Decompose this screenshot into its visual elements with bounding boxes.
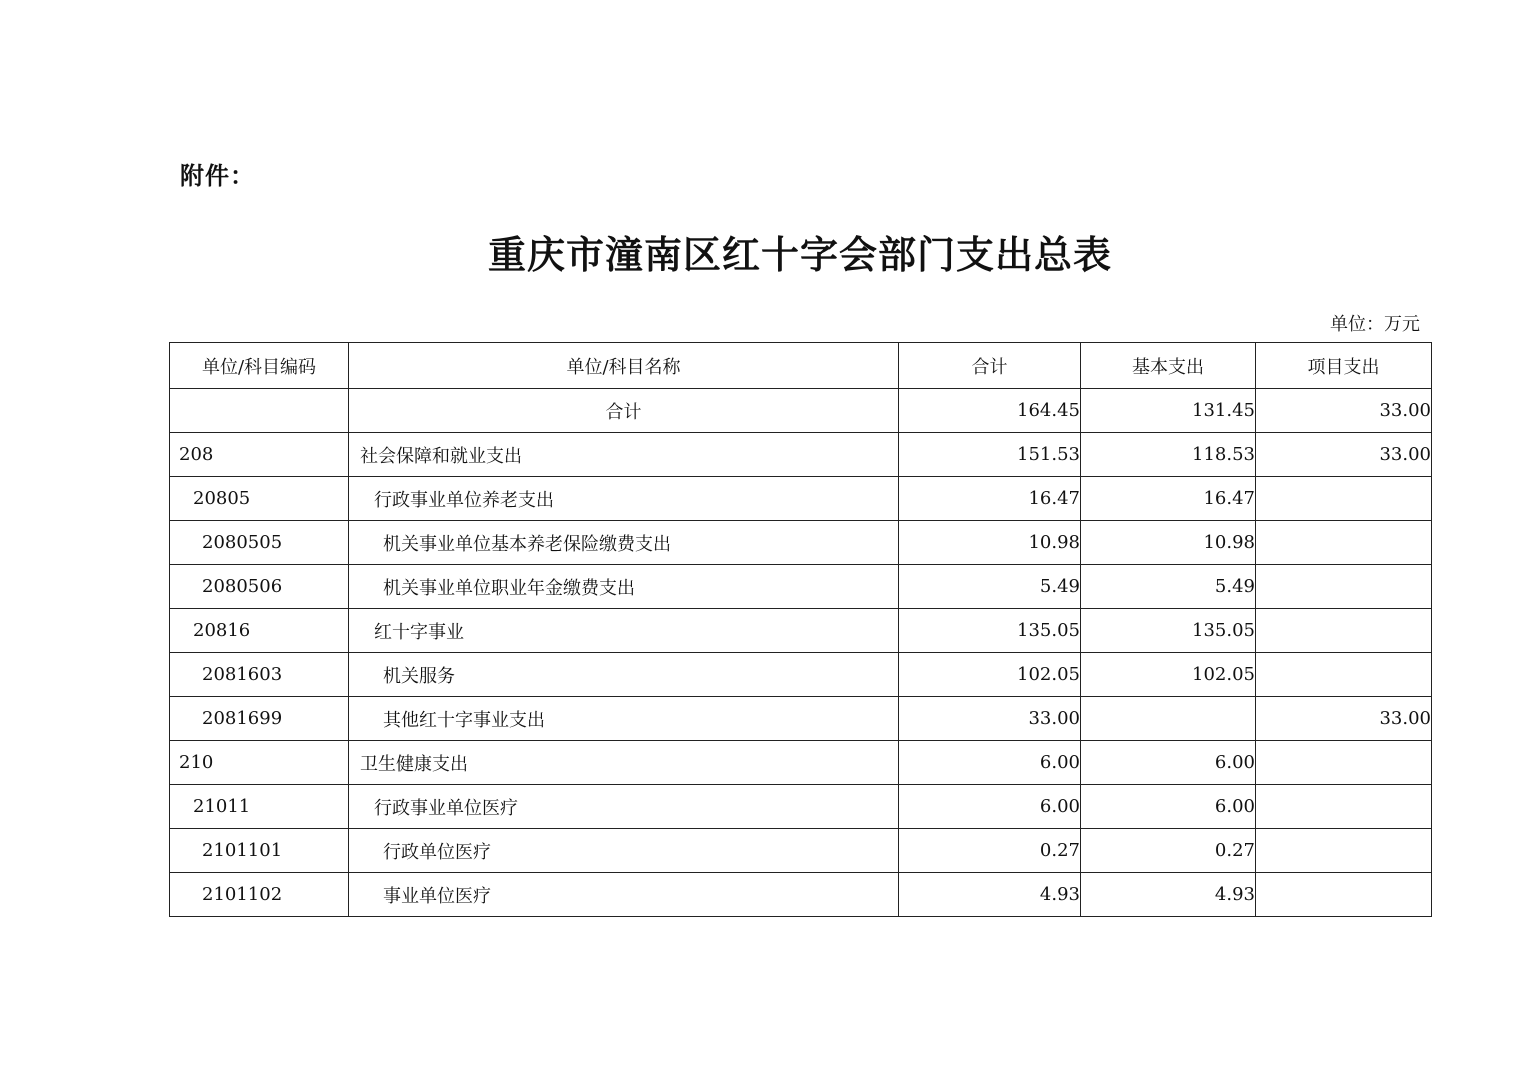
basic-cell	[1081, 697, 1256, 741]
table-row	[170, 521, 1432, 565]
total-cell: 102.05	[899, 653, 1081, 697]
project-cell	[1256, 829, 1432, 873]
total-cell: 4.93	[899, 873, 1081, 917]
table-row	[170, 477, 1432, 521]
basic-cell: 135.05	[1081, 609, 1256, 653]
header-total: 合计	[899, 343, 1081, 389]
code-cell: 2080506	[170, 565, 349, 609]
code-cell: 210	[170, 741, 349, 785]
total-cell: 0.27	[899, 829, 1081, 873]
name-cell: 机关服务	[349, 653, 899, 697]
unit-label: 单位：万元	[1330, 314, 1420, 335]
code-cell: 2080505	[170, 521, 349, 565]
table-row	[170, 565, 1432, 609]
total-cell: 10.98	[899, 521, 1081, 565]
name-cell: 事业单位医疗	[349, 873, 899, 917]
basic-cell: 10.98	[1081, 521, 1256, 565]
code-cell: 208	[170, 433, 349, 477]
table-row	[170, 653, 1432, 697]
basic-cell: 0.27	[1081, 829, 1256, 873]
header-name: 单位/科目名称	[349, 343, 899, 389]
code-cell: 20805	[170, 477, 349, 521]
header-project: 项目支出	[1256, 343, 1432, 389]
project-cell: 33.00	[1256, 433, 1432, 477]
code-cell: 20816	[170, 609, 349, 653]
project-cell	[1256, 609, 1432, 653]
project-cell	[1256, 653, 1432, 697]
total-cell: 5.49	[899, 565, 1081, 609]
code-cell: 2081603	[170, 653, 349, 697]
header-basic: 基本支出	[1081, 343, 1256, 389]
code-cell: 2101102	[170, 873, 349, 917]
basic-cell: 6.00	[1081, 785, 1256, 829]
total-total-cell: 164.45	[899, 389, 1081, 433]
project-cell: 33.00	[1256, 697, 1432, 741]
total-cell: 151.53	[899, 433, 1081, 477]
name-cell: 红十字事业	[349, 609, 899, 653]
name-cell: 行政事业单位养老支出	[349, 477, 899, 521]
table-header-row	[170, 343, 1432, 389]
name-cell: 卫生健康支出	[349, 741, 899, 785]
table-row	[170, 697, 1432, 741]
total-cell: 135.05	[899, 609, 1081, 653]
basic-cell: 5.49	[1081, 565, 1256, 609]
name-cell: 行政单位医疗	[349, 829, 899, 873]
total-cell: 6.00	[899, 741, 1081, 785]
table-row	[170, 741, 1432, 785]
basic-cell: 118.53	[1081, 433, 1256, 477]
basic-cell: 6.00	[1081, 741, 1256, 785]
expenditure-table	[169, 342, 1432, 917]
name-cell: 机关事业单位基本养老保险缴费支出	[349, 521, 899, 565]
table-row	[170, 433, 1432, 477]
project-cell	[1256, 477, 1432, 521]
name-cell: 机关事业单位职业年金缴费支出	[349, 565, 899, 609]
total-cell: 6.00	[899, 785, 1081, 829]
attachment-label: 附件：	[180, 162, 255, 190]
table-row	[170, 873, 1432, 917]
name-cell: 行政事业单位医疗	[349, 785, 899, 829]
page-title: 重庆市潼南区红十字会部门支出总表	[487, 232, 1112, 277]
total-code-cell	[170, 389, 349, 433]
project-cell	[1256, 785, 1432, 829]
basic-cell: 4.93	[1081, 873, 1256, 917]
code-cell: 2101101	[170, 829, 349, 873]
total-basic-cell: 131.45	[1081, 389, 1256, 433]
name-cell: 社会保障和就业支出	[349, 433, 899, 477]
total-name-cell: 合计	[349, 389, 899, 433]
total-row	[170, 389, 1432, 433]
basic-cell: 102.05	[1081, 653, 1256, 697]
total-project-cell: 33.00	[1256, 389, 1432, 433]
total-cell: 33.00	[899, 697, 1081, 741]
code-cell: 21011	[170, 785, 349, 829]
project-cell	[1256, 565, 1432, 609]
basic-cell: 16.47	[1081, 477, 1256, 521]
project-cell	[1256, 741, 1432, 785]
table-row	[170, 785, 1432, 829]
code-cell: 2081699	[170, 697, 349, 741]
header-code: 单位/科目编码	[170, 343, 349, 389]
table-row	[170, 609, 1432, 653]
project-cell	[1256, 521, 1432, 565]
total-cell: 16.47	[899, 477, 1081, 521]
table-row	[170, 829, 1432, 873]
name-cell: 其他红十字事业支出	[349, 697, 899, 741]
project-cell	[1256, 873, 1432, 917]
